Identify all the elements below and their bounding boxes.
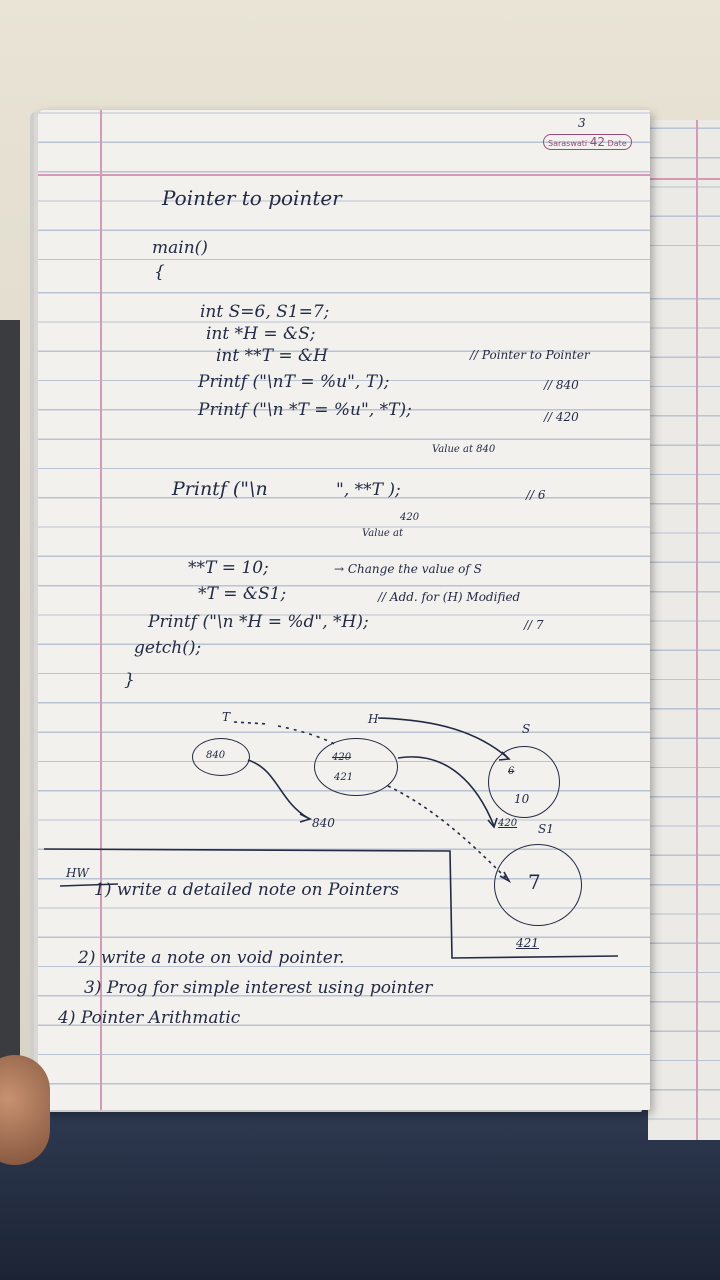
finger	[0, 1055, 50, 1165]
code-line-2: int *H = &S;	[206, 324, 316, 344]
notebook-stamp: Saraswati 42 Date	[543, 134, 632, 150]
code-line-9: Printf ("\n *H = %d", *H);	[148, 612, 369, 632]
code-line-6-note-num: 420	[400, 512, 420, 523]
code-main: main()	[152, 238, 208, 258]
code-line-4: Printf ("\nT = %u", T);	[198, 372, 390, 392]
code-line-7-comment: → Change the value of S	[334, 562, 482, 576]
homework-label: HW	[66, 866, 89, 880]
code-line-6-note: Value at	[362, 528, 403, 539]
code-line-8: *T = &S1;	[198, 584, 287, 604]
pointer-t-address: 840	[312, 816, 335, 830]
variable-s-new-value: 10	[514, 792, 530, 806]
desk-surface	[0, 320, 20, 1060]
page-title: Pointer to pointer	[162, 186, 342, 210]
code-line-6: Printf ("\n	[172, 478, 268, 500]
code-brace-open: {	[154, 262, 165, 282]
variable-s-address: 420	[498, 818, 518, 829]
variable-s-old-value: 6	[508, 766, 515, 777]
code-line-5-note: Value at 840	[432, 444, 496, 455]
code-line-9-comment: // 7	[524, 618, 544, 632]
homework-item-3: 3) Prog for simple interest using pointer	[84, 978, 433, 998]
code-line-6-args: ", **T );	[336, 480, 401, 500]
page-number: 3	[578, 116, 586, 130]
background-fabric	[0, 1100, 720, 1280]
code-line-3: int **T = &H	[216, 346, 328, 366]
code-line-7: **T = 10;	[188, 558, 269, 578]
code-line-5: Printf ("\n *T = %u", *T);	[198, 400, 412, 420]
variable-s1-label: S1	[538, 822, 554, 836]
pointer-h-new-value: 421	[334, 772, 354, 783]
diagram-label-t: T	[222, 710, 231, 724]
notebook-page	[38, 110, 650, 1110]
code-line-6-comment: // 6	[526, 488, 546, 502]
code-line-1: int S=6, S1=7;	[200, 302, 330, 322]
code-line-3-comment: // Pointer to Pointer	[470, 348, 590, 362]
code-brace-close: }	[124, 670, 135, 690]
homework-item-2: 2) write a note on void pointer.	[78, 948, 345, 968]
code-line-5-comment: // 420	[544, 410, 579, 424]
variable-s1-value: 7	[528, 870, 541, 894]
variable-s1-address: 421	[516, 936, 539, 950]
code-line-10: getch();	[134, 638, 202, 658]
homework-item-1: 1) write a detailed note on Pointers	[94, 880, 400, 900]
diagram-label-s: S	[522, 722, 531, 736]
next-notebook-page	[648, 120, 720, 1140]
code-line-8-comment: // Add. for (H) Modified	[378, 590, 521, 604]
pointer-t-value: 840	[206, 750, 226, 761]
pointer-h-old-value: 420	[332, 752, 352, 763]
homework-item-4: 4) Pointer Arithmatic	[58, 1008, 241, 1028]
diagram-label-h: H	[368, 712, 379, 726]
code-line-4-comment: // 840	[544, 378, 579, 392]
